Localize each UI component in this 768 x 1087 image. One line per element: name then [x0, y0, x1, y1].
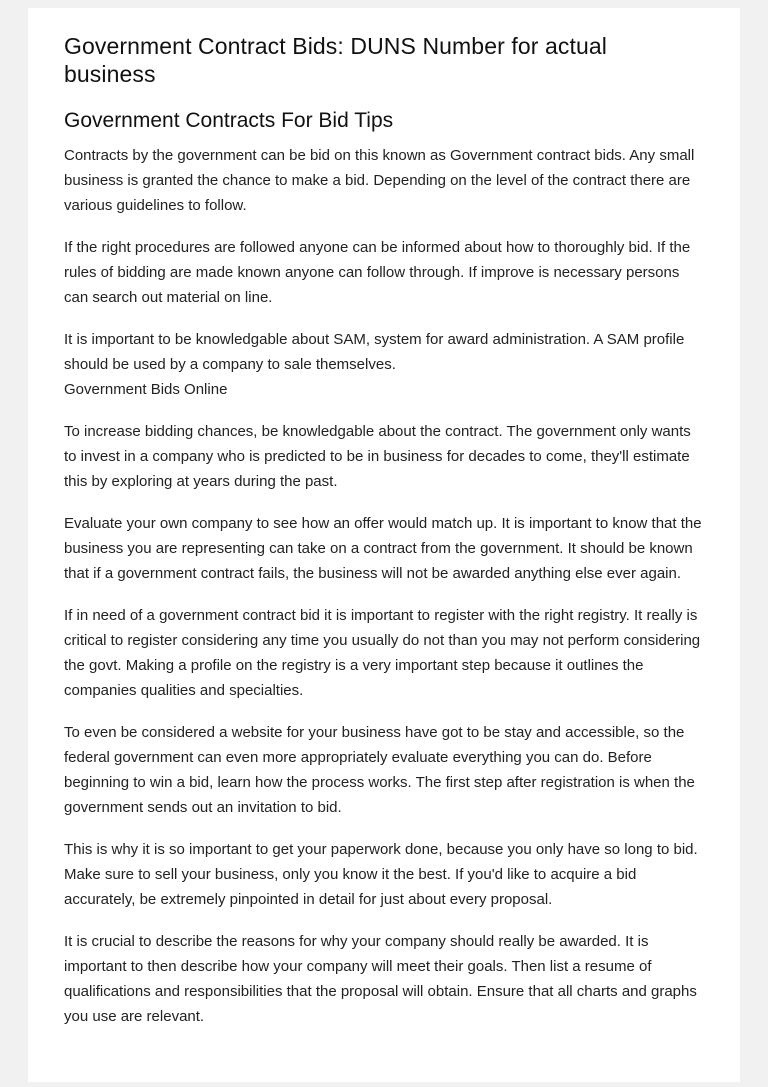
paragraph: Evaluate your own company to see how an offer would match up. It is important to know that the business you are representing can take on a contract from the government. It should be known that if a government contract fails, the business will not be awarded anything else ever again. [64, 515, 702, 582]
paragraph: Contracts by the government can be bid on this known as Government contract bids. Any small business is granted the chance to make a bid. Depending on the level of the contract there are various guidelines to follow. [64, 147, 695, 214]
paragraph: To increase bidding chances, be knowledgable about the contract. The government only wants to invest in a company who is predicted to be in business for decades to come, they'll estimate this by exploring at years during the past. [64, 423, 691, 490]
paragraph: If in need of a government contract bid it is important to register with the right registry. It really is critical to register considering any time you usually do not than you may not perform considering the govt. Making a profile on the registry is a very important step because it outlines the companies qualities and specialties. [64, 607, 701, 699]
paragraph: If the right procedures are followed anyone can be informed about how to thoroughly bid. If the rules of bidding are made known anyone can follow through. If improve is necessary persons can search out material on line. [64, 239, 691, 306]
paragraph: It is important to be knowledgable about SAM, system for award administration. A SAM profile should be used by a company to sale themselves. [64, 331, 685, 373]
paragraph: To even be considered a website for your business have got to be stay and accessible, so the federal government can even more appropriately evaluate everything you can do. Before beginning to win a bid, learn how the process works. The first step after registration is when the government sends out an invitation to bid. [64, 724, 695, 816]
section-heading: Government Contracts For Bid Tips [64, 109, 394, 132]
document-page [28, 8, 740, 1082]
paragraph: It is crucial to describe the reasons for why your company should really be awarded. It is important to then describe how your company will meet their goals. Then list a resume of qualifications and responsibilities that the proposal will obtain. Ensure that all charts and graphs you use are relevant. [64, 933, 697, 1025]
paragraph: Government Bids Online [64, 381, 228, 398]
paragraph: This is why it is so important to get your paperwork done, because you only have so long to bid. Make sure to sell your business, only you know it the best. If you'd like to acquire a bid accurately, be extremely pinpointed in detail for just about every proposal. [64, 841, 698, 908]
document-title: Government Contract Bids: DUNS Number for actual business [64, 33, 607, 87]
